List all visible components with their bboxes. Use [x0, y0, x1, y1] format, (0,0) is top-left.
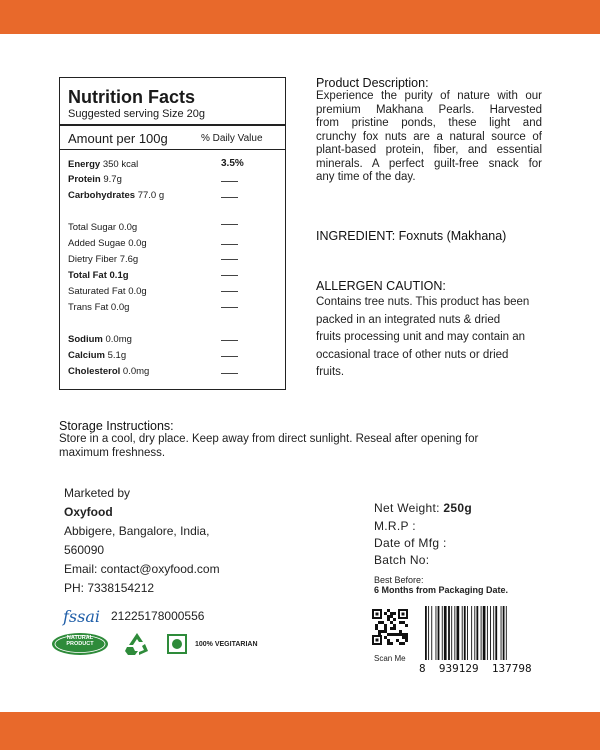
total-sugar-row: Total Sugar 0.0g — [68, 222, 138, 233]
daily-value-label: % Daily Value — [201, 133, 263, 144]
best-before-label: Best Before: — [374, 575, 424, 585]
dv-dash — [221, 275, 238, 276]
nutrition-rule — [60, 124, 285, 126]
mfg-date-label: Date of Mfg : — [374, 536, 447, 550]
dv-dash — [221, 307, 238, 308]
address-line-2: 560090 — [64, 543, 105, 557]
barcode-number: 8 939129 137798 — [419, 662, 532, 675]
cholesterol-row: Cholesterol 0.0mg — [68, 366, 150, 377]
allergen-text: Contains tree nuts. This product has been packed in an integrated nuts & dried fruits processing unit and may contain an occasional trace of other nuts or dried fruits. — [316, 296, 530, 378]
net-weight: Net Weight: 250g — [374, 501, 472, 515]
dv-dash — [221, 291, 238, 292]
dv-dash — [221, 197, 238, 198]
carbohydrates-row: Carbohydrates 77.0 g — [68, 190, 165, 201]
dv-dash — [221, 181, 238, 182]
trans-fat-row: Trans Fat 0.0g — [68, 302, 130, 313]
fssai-logo: fssai — [63, 607, 100, 626]
description-heading: Product Description: — [316, 76, 429, 90]
dv-dash — [221, 340, 238, 341]
vegetarian-text: 100% VEGITARIAN — [195, 641, 258, 648]
address-line-1: Abbigere, Bangalore, India, — [64, 524, 210, 538]
nutrition-title: Nutrition Facts — [68, 87, 196, 107]
energy-row: Energy 350 kcal — [68, 159, 139, 170]
fiber-row: Dietry Fiber 7.6g — [68, 254, 139, 265]
energy-daily-value: 3.5% — [221, 158, 244, 169]
marketed-by-label: Marketed by — [64, 486, 131, 500]
barcode-icon — [419, 604, 541, 666]
natural-product-badge-text: NATURAL PRODUCT — [66, 635, 94, 647]
veg-mark-icon — [167, 634, 187, 654]
batch-label: Batch No: — [374, 553, 430, 567]
top-color-band — [0, 0, 600, 34]
saturated-fat-row: Saturated Fat 0.0g — [68, 286, 147, 297]
description-text: Experience the purity of nature with our premium Makhana Pearls. Harvested from pristine ponds, these light and crunchy fox nuts are a natural source of plant-based protein, fiber, and essential minerals. A perfect guilt-free snack for any time of the day. — [316, 90, 542, 183]
storage-text: Store in a cool, dry place. Keep away from direct sunlight. Reseal after opening for maximum freshness. — [59, 433, 479, 459]
dv-dash — [221, 244, 238, 245]
dv-dash — [221, 373, 238, 374]
best-before-value: 6 Months from Packaging Date. — [374, 585, 509, 595]
added-sugar-row: Added Sugae 0.0g — [68, 238, 147, 249]
dv-dash — [221, 356, 238, 357]
storage-heading: Storage Instructions: — [59, 419, 174, 433]
phone-text: PH: 7338154212 — [64, 581, 155, 595]
scan-me-label: Scan Me — [374, 654, 406, 663]
nutrition-rule — [60, 149, 285, 150]
qr-code-icon[interactable] — [372, 609, 408, 645]
nutrition-facts-panel — [59, 77, 286, 390]
amount-per-label: Amount per 100g — [68, 131, 168, 146]
total-fat-row: Total Fat 0.1g — [68, 270, 129, 281]
marketer-name: Oxyfood — [64, 505, 113, 519]
fssai-number: 21225178000556 — [111, 609, 205, 623]
sodium-row: Sodium 0.0mg — [68, 334, 132, 345]
email-text: Email: contact@oxyfood.com — [64, 562, 220, 576]
mrp-label: M.R.P : — [374, 519, 416, 533]
dv-dash — [221, 224, 238, 225]
allergen-heading: ALLERGEN CAUTION: — [316, 279, 446, 293]
dv-dash — [221, 259, 238, 260]
ingredient-text: INGREDIENT: Foxnuts (Makhana) — [316, 229, 507, 243]
protein-row: Protein 9.7g — [68, 174, 122, 185]
serving-size: Suggested serving Size 20g — [68, 108, 205, 120]
recycle-icon — [124, 631, 150, 657]
calcium-row: Calcium 5.1g — [68, 350, 127, 361]
bottom-color-band — [0, 712, 600, 750]
